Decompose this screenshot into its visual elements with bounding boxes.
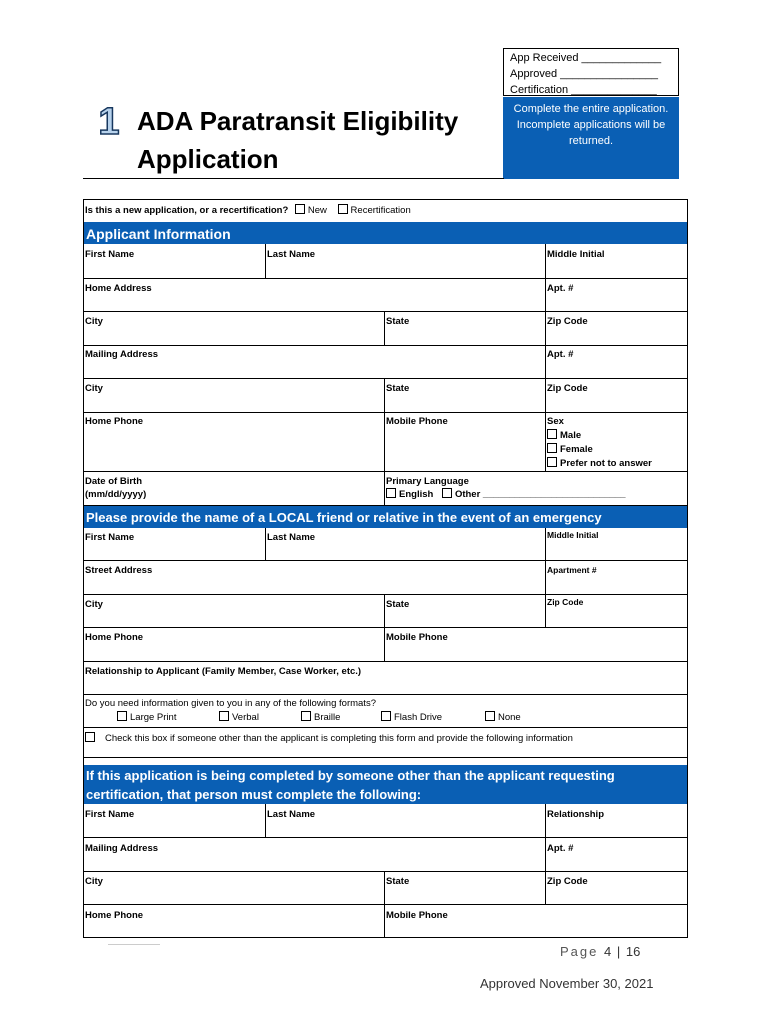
applicant-section-heading: Applicant Information: [84, 222, 687, 244]
dob-label-line-2: (mm/dd/yyyy): [85, 489, 147, 500]
format-large-print[interactable]: Large Print: [117, 711, 176, 724]
applicant-mobile-phone-label: Mobile Phone: [386, 416, 448, 427]
emergency-first-name-label: First Name: [85, 532, 135, 543]
page-title: [137, 102, 458, 178]
language-english[interactable]: English: [386, 489, 433, 500]
applicant-mailing-address-label: Mailing Address: [85, 349, 159, 360]
emergency-state-label: State: [386, 599, 410, 610]
sex-label: Sex: [547, 416, 564, 427]
relationship-to-applicant-label: Relationship to Applicant (Family Member, Case Worker, etc.): [85, 666, 362, 677]
emergency-section-heading: Please provide the name of a LOCAL friend or relative in the event of an emergency: [84, 506, 687, 528]
completer-mailing-address-label: Mailing Address: [85, 843, 159, 854]
checkbox-icon[interactable]: [117, 711, 127, 721]
format-flash-drive[interactable]: Flash Drive: [381, 711, 442, 724]
checkbox-icon[interactable]: [219, 711, 229, 721]
certification-line: Certification ______________: [510, 84, 657, 96]
checkbox-icon[interactable]: [547, 457, 557, 467]
approval-date: Approved November 30, 2021: [480, 976, 654, 991]
applicant-apt-label: Apt. #: [547, 283, 574, 294]
emergency-zip-label: Zip Code: [547, 597, 584, 607]
applicant-mailing-state-label: State: [386, 383, 410, 394]
emergency-last-name-label: Last Name: [267, 532, 316, 543]
completer-home-phone-label: Home Phone: [85, 910, 144, 921]
primary-language-label: Primary Language: [386, 476, 469, 487]
app-received-line: App Received _____________: [510, 52, 662, 64]
completer-relationship-label: Relationship: [547, 809, 605, 820]
applicant-first-name-label: First Name: [85, 249, 135, 260]
applicant-mailing-city-label: City: [85, 383, 103, 394]
title-line-1: ADA Paratransit Eligibility: [137, 106, 459, 136]
application-type-question: Is this a new application, or a recertification? New Recertification: [85, 205, 411, 216]
checkbox-icon[interactable]: [442, 488, 452, 498]
applicant-zip-label: Zip Code: [547, 316, 588, 327]
other-completer-check[interactable]: Check this box if someone other than the applicant is completing this form and provide the following information: [85, 732, 573, 745]
application-form: [83, 199, 688, 938]
sex-option-female[interactable]: Female: [547, 443, 593, 456]
dob-label-line-1: Date of Birth: [85, 476, 142, 487]
completer-city-label: City: [85, 876, 103, 887]
checkbox-icon[interactable]: [338, 204, 348, 214]
completer-state-label: State: [386, 876, 410, 887]
footer-divider: [108, 944, 160, 945]
checkbox-icon[interactable]: [301, 711, 311, 721]
page-current: 4: [604, 944, 612, 959]
completer-heading-line-2: certification, that person must complete the following:: [86, 787, 422, 802]
approved-line: Approved ________________: [510, 68, 659, 80]
applicant-home-phone-label: Home Phone: [85, 416, 144, 427]
completer-heading-line-1: If this application is being completed by someone other than the applicant requesting: [86, 768, 615, 783]
completer-first-name-label: First Name: [85, 809, 135, 820]
completion-notice: Complete the entire application. Incomplete applications will be returned.: [503, 97, 679, 179]
completer-section-heading: [84, 765, 687, 804]
language-other[interactable]: Other ___________________________: [442, 489, 626, 500]
emergency-mobile-phone-label: Mobile Phone: [386, 632, 448, 643]
completer-zip-label: Zip Code: [547, 876, 588, 887]
page-number: Page 4 | 16: [560, 944, 641, 959]
sex-option-prefer-not[interactable]: Prefer not to answer: [547, 457, 652, 470]
header-divider: [83, 178, 504, 179]
applicant-middle-initial-label: Middle Initial: [547, 249, 605, 260]
checkbox-icon[interactable]: [381, 711, 391, 721]
applicant-city-label: City: [85, 316, 103, 327]
office-use-box: [503, 48, 679, 96]
emergency-middle-initial-label: Middle Initial: [547, 530, 599, 540]
applicant-mailing-apt-label: Apt. #: [547, 349, 574, 360]
option-new[interactable]: New: [295, 205, 327, 216]
checkbox-icon[interactable]: [547, 429, 557, 439]
page-total: 16: [625, 944, 641, 959]
completer-last-name-label: Last Name: [267, 809, 316, 820]
applicant-state-label: State: [386, 316, 410, 327]
applicant-last-name-label: Last Name: [267, 249, 316, 260]
emergency-apartment-label: Apartment #: [547, 565, 597, 575]
applicant-mailing-zip-label: Zip Code: [547, 383, 588, 394]
checkbox-icon[interactable]: [485, 711, 495, 721]
format-none[interactable]: None: [485, 711, 521, 724]
sex-option-male[interactable]: Male: [547, 429, 581, 442]
step-number: 1: [98, 101, 120, 143]
page-label: Page: [560, 944, 599, 959]
emergency-home-phone-label: Home Phone: [85, 632, 144, 643]
checkbox-icon[interactable]: [547, 443, 557, 453]
format-braille[interactable]: Braille: [301, 711, 340, 724]
title-line-2: Application: [137, 144, 279, 174]
checkbox-icon[interactable]: [85, 732, 95, 742]
emergency-street-address-label: Street Address: [85, 565, 153, 576]
checkbox-icon[interactable]: [386, 488, 396, 498]
completer-mobile-phone-label: Mobile Phone: [386, 910, 448, 921]
applicant-home-address-label: Home Address: [85, 283, 152, 294]
checkbox-icon[interactable]: [295, 204, 305, 214]
formats-question: Do you need information given to you in any of the following formats?: [85, 698, 376, 709]
option-recertification[interactable]: Recertification: [338, 205, 411, 216]
completer-apt-label: Apt. #: [547, 843, 574, 854]
emergency-city-label: City: [85, 599, 103, 610]
language-options: [386, 488, 626, 501]
format-verbal[interactable]: Verbal: [219, 711, 259, 724]
